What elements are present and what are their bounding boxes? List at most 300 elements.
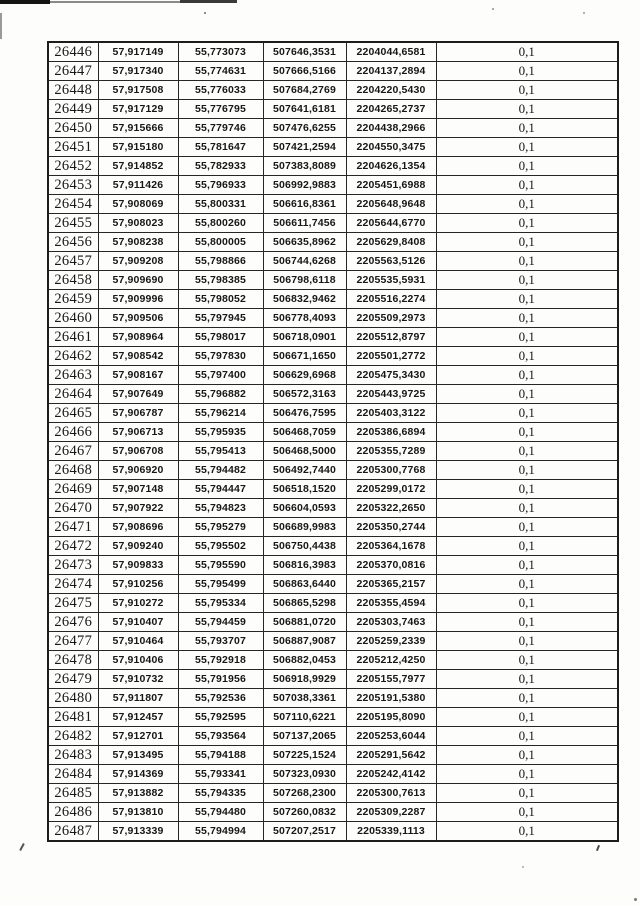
cell-northing: 2205364,1678 xyxy=(346,537,436,556)
cell-northing: 2205355,4594 xyxy=(346,594,436,613)
table-row xyxy=(48,309,618,328)
scan-speck xyxy=(583,12,585,14)
scan-speck xyxy=(522,866,524,868)
cell-easting: 506671,1650 xyxy=(263,347,346,366)
cell-latitude: 57,913882 xyxy=(98,784,178,803)
cell-point-id: 26484 xyxy=(48,765,98,784)
scan-edge-artifact xyxy=(50,1,180,3)
cell-accuracy: 0,1 xyxy=(436,423,618,442)
table-row xyxy=(48,366,618,385)
cell-point-id: 26478 xyxy=(48,651,98,670)
scan-speck xyxy=(634,898,637,901)
table-row xyxy=(48,537,618,556)
cell-northing: 2205253,6044 xyxy=(346,727,436,746)
cell-accuracy: 0,1 xyxy=(436,176,618,195)
cell-northing: 2204044,6581 xyxy=(346,42,436,62)
cell-longitude: 55,776033 xyxy=(178,81,263,100)
cell-northing: 2205195,8090 xyxy=(346,708,436,727)
cell-accuracy: 0,1 xyxy=(436,556,618,575)
cell-latitude: 57,908238 xyxy=(98,233,178,252)
cell-northing: 2205443,9725 xyxy=(346,385,436,404)
cell-northing: 2205300,7768 xyxy=(346,461,436,480)
cell-point-id: 26460 xyxy=(48,309,98,328)
cell-easting: 506492,7440 xyxy=(263,461,346,480)
cell-easting: 507646,3531 xyxy=(263,42,346,62)
cell-northing: 2204220,5430 xyxy=(346,81,436,100)
cell-longitude: 55,782933 xyxy=(178,157,263,176)
cell-latitude: 57,909240 xyxy=(98,537,178,556)
cell-accuracy: 0,1 xyxy=(436,138,618,157)
cell-longitude: 55,792918 xyxy=(178,651,263,670)
cell-latitude: 57,910406 xyxy=(98,651,178,670)
cell-point-id: 26454 xyxy=(48,195,98,214)
cell-point-id: 26468 xyxy=(48,461,98,480)
cell-easting: 507207,2517 xyxy=(263,822,346,842)
cell-northing: 2205309,2287 xyxy=(346,803,436,822)
cell-northing: 2205299,0172 xyxy=(346,480,436,499)
cell-point-id: 26466 xyxy=(48,423,98,442)
cell-easting: 507323,0930 xyxy=(263,765,346,784)
cell-accuracy: 0,1 xyxy=(436,271,618,290)
table-row xyxy=(48,822,618,842)
cell-accuracy: 0,1 xyxy=(436,404,618,423)
cell-accuracy: 0,1 xyxy=(436,195,618,214)
cell-northing: 2205155,7977 xyxy=(346,670,436,689)
cell-easting: 506635,8962 xyxy=(263,233,346,252)
table-row xyxy=(48,575,618,594)
table-row xyxy=(48,271,618,290)
table-row xyxy=(48,328,618,347)
cell-easting: 507038,3361 xyxy=(263,689,346,708)
cell-accuracy: 0,1 xyxy=(436,347,618,366)
cell-point-id: 26459 xyxy=(48,290,98,309)
cell-longitude: 55,798866 xyxy=(178,252,263,271)
cell-latitude: 57,917508 xyxy=(98,81,178,100)
cell-longitude: 55,798052 xyxy=(178,290,263,309)
table-row xyxy=(48,385,618,404)
cell-accuracy: 0,1 xyxy=(436,42,618,62)
table-row xyxy=(48,404,618,423)
cell-point-id: 26456 xyxy=(48,233,98,252)
cell-easting: 506778,4093 xyxy=(263,309,346,328)
cell-northing: 2205350,2744 xyxy=(346,518,436,537)
cell-easting: 506918,9929 xyxy=(263,670,346,689)
table-row xyxy=(48,708,618,727)
cell-accuracy: 0,1 xyxy=(436,727,618,746)
cell-accuracy: 0,1 xyxy=(436,613,618,632)
table-row xyxy=(48,42,618,62)
cell-longitude: 55,797400 xyxy=(178,366,263,385)
cell-latitude: 57,906920 xyxy=(98,461,178,480)
cell-easting: 507110,6221 xyxy=(263,708,346,727)
cell-latitude: 57,911807 xyxy=(98,689,178,708)
cell-easting: 506744,6268 xyxy=(263,252,346,271)
cell-easting: 506518,1520 xyxy=(263,480,346,499)
cell-point-id: 26487 xyxy=(48,822,98,842)
cell-accuracy: 0,1 xyxy=(436,252,618,271)
cell-point-id: 26448 xyxy=(48,81,98,100)
table-row xyxy=(48,499,618,518)
scan-edge-artifact xyxy=(180,0,237,3)
cell-easting: 506881,0720 xyxy=(263,613,346,632)
cell-easting: 507684,2769 xyxy=(263,81,346,100)
cell-latitude: 57,909996 xyxy=(98,290,178,309)
cell-accuracy: 0,1 xyxy=(436,62,618,81)
cell-easting: 506832,9462 xyxy=(263,290,346,309)
cell-accuracy: 0,1 xyxy=(436,689,618,708)
cell-longitude: 55,792595 xyxy=(178,708,263,727)
cell-latitude: 57,914369 xyxy=(98,765,178,784)
cell-longitude: 55,797945 xyxy=(178,309,263,328)
scan-edge-artifact xyxy=(0,0,50,4)
cell-latitude: 57,911426 xyxy=(98,176,178,195)
cell-latitude: 57,917129 xyxy=(98,100,178,119)
cell-northing: 2205303,7463 xyxy=(346,613,436,632)
cell-easting: 506616,8361 xyxy=(263,195,346,214)
cell-point-id: 26446 xyxy=(48,42,98,62)
cell-northing: 2205648,9648 xyxy=(346,195,436,214)
cell-northing: 2205322,2650 xyxy=(346,499,436,518)
table-row xyxy=(48,556,618,575)
table-row xyxy=(48,233,618,252)
cell-northing: 2205370,0816 xyxy=(346,556,436,575)
cell-latitude: 57,910407 xyxy=(98,613,178,632)
cell-latitude: 57,910464 xyxy=(98,632,178,651)
cell-longitude: 55,792536 xyxy=(178,689,263,708)
cell-point-id: 26451 xyxy=(48,138,98,157)
table-row xyxy=(48,651,618,670)
cell-point-id: 26455 xyxy=(48,214,98,233)
cell-latitude: 57,907148 xyxy=(98,480,178,499)
cell-northing: 2205339,1113 xyxy=(346,822,436,842)
cell-northing: 2205403,3122 xyxy=(346,404,436,423)
cell-easting: 506816,3983 xyxy=(263,556,346,575)
table-row xyxy=(48,195,618,214)
cell-northing: 2205191,5380 xyxy=(346,689,436,708)
cell-northing: 2205535,5931 xyxy=(346,271,436,290)
cell-latitude: 57,908542 xyxy=(98,347,178,366)
cell-northing: 2204438,2966 xyxy=(346,119,436,138)
cell-accuracy: 0,1 xyxy=(436,480,618,499)
cell-longitude: 55,794823 xyxy=(178,499,263,518)
cell-northing: 2205259,2339 xyxy=(346,632,436,651)
scan-edge-artifact xyxy=(0,13,2,39)
cell-latitude: 57,915666 xyxy=(98,119,178,138)
cell-point-id: 26485 xyxy=(48,784,98,803)
cell-accuracy: 0,1 xyxy=(436,442,618,461)
cell-longitude: 55,795502 xyxy=(178,537,263,556)
cell-easting: 507260,0832 xyxy=(263,803,346,822)
cell-latitude: 57,906713 xyxy=(98,423,178,442)
table-row xyxy=(48,100,618,119)
cell-point-id: 26462 xyxy=(48,347,98,366)
cell-longitude: 55,794459 xyxy=(178,613,263,632)
table-row xyxy=(48,214,618,233)
cell-longitude: 55,795590 xyxy=(178,556,263,575)
table-row xyxy=(48,62,618,81)
scan-speck xyxy=(492,8,494,10)
cell-easting: 506718,0901 xyxy=(263,328,346,347)
cell-northing: 2205365,2157 xyxy=(346,575,436,594)
cell-northing: 2205563,5126 xyxy=(346,252,436,271)
cell-easting: 507421,2594 xyxy=(263,138,346,157)
cell-longitude: 55,798385 xyxy=(178,271,263,290)
cell-longitude: 55,793707 xyxy=(178,632,263,651)
cell-latitude: 57,915180 xyxy=(98,138,178,157)
cell-northing: 2205501,2772 xyxy=(346,347,436,366)
cell-latitude: 57,908167 xyxy=(98,366,178,385)
cell-accuracy: 0,1 xyxy=(436,100,618,119)
cell-latitude: 57,908069 xyxy=(98,195,178,214)
cell-longitude: 55,800260 xyxy=(178,214,263,233)
cell-accuracy: 0,1 xyxy=(436,499,618,518)
cell-longitude: 55,781647 xyxy=(178,138,263,157)
cell-easting: 506750,4438 xyxy=(263,537,346,556)
cell-longitude: 55,794188 xyxy=(178,746,263,765)
cell-point-id: 26483 xyxy=(48,746,98,765)
cell-easting: 506468,5000 xyxy=(263,442,346,461)
cell-accuracy: 0,1 xyxy=(436,385,618,404)
cell-longitude: 55,800005 xyxy=(178,233,263,252)
cell-latitude: 57,908023 xyxy=(98,214,178,233)
cell-longitude: 55,795499 xyxy=(178,575,263,594)
cell-northing: 2205512,8797 xyxy=(346,328,436,347)
table-row xyxy=(48,803,618,822)
cell-northing: 2205451,6988 xyxy=(346,176,436,195)
cell-longitude: 55,794335 xyxy=(178,784,263,803)
cell-northing: 2205644,6770 xyxy=(346,214,436,233)
cell-accuracy: 0,1 xyxy=(436,575,618,594)
cell-accuracy: 0,1 xyxy=(436,328,618,347)
cell-easting: 506604,0593 xyxy=(263,499,346,518)
cell-latitude: 57,913495 xyxy=(98,746,178,765)
cell-point-id: 26449 xyxy=(48,100,98,119)
table-row xyxy=(48,461,618,480)
table-row xyxy=(48,176,618,195)
cell-northing: 2205300,7613 xyxy=(346,784,436,803)
table-row xyxy=(48,290,618,309)
cell-point-id: 26475 xyxy=(48,594,98,613)
cell-latitude: 57,910272 xyxy=(98,594,178,613)
cell-latitude: 57,912701 xyxy=(98,727,178,746)
cell-easting: 506882,0453 xyxy=(263,651,346,670)
cell-northing: 2205509,2973 xyxy=(346,309,436,328)
cell-accuracy: 0,1 xyxy=(436,119,618,138)
cell-northing: 2205355,7289 xyxy=(346,442,436,461)
cell-latitude: 57,907922 xyxy=(98,499,178,518)
coordinate-table xyxy=(47,41,619,842)
cell-point-id: 26465 xyxy=(48,404,98,423)
cell-accuracy: 0,1 xyxy=(436,670,618,689)
table-row xyxy=(48,689,618,708)
cell-longitude: 55,795413 xyxy=(178,442,263,461)
cell-latitude: 57,917340 xyxy=(98,62,178,81)
table-row xyxy=(48,81,618,100)
scan-speck xyxy=(204,12,206,14)
table-row xyxy=(48,727,618,746)
cell-latitude: 57,906708 xyxy=(98,442,178,461)
cell-point-id: 26452 xyxy=(48,157,98,176)
table-row xyxy=(48,765,618,784)
cell-accuracy: 0,1 xyxy=(436,214,618,233)
cell-easting: 506476,7595 xyxy=(263,404,346,423)
cell-northing: 2205242,4142 xyxy=(346,765,436,784)
cell-easting: 507225,1524 xyxy=(263,746,346,765)
table-row xyxy=(48,157,618,176)
cell-longitude: 55,798017 xyxy=(178,328,263,347)
cell-point-id: 26470 xyxy=(48,499,98,518)
cell-point-id: 26463 xyxy=(48,366,98,385)
cell-longitude: 55,776795 xyxy=(178,100,263,119)
cell-point-id: 26461 xyxy=(48,328,98,347)
cell-longitude: 55,794447 xyxy=(178,480,263,499)
cell-latitude: 57,909208 xyxy=(98,252,178,271)
cell-point-id: 26476 xyxy=(48,613,98,632)
table-row xyxy=(48,480,618,499)
cell-latitude: 57,906787 xyxy=(98,404,178,423)
cell-latitude: 57,913810 xyxy=(98,803,178,822)
cell-latitude: 57,914852 xyxy=(98,157,178,176)
table-row xyxy=(48,119,618,138)
cell-longitude: 55,795279 xyxy=(178,518,263,537)
cell-easting: 506887,9087 xyxy=(263,632,346,651)
cell-easting: 506689,9983 xyxy=(263,518,346,537)
cell-point-id: 26458 xyxy=(48,271,98,290)
cell-easting: 506992,9883 xyxy=(263,176,346,195)
cell-point-id: 26464 xyxy=(48,385,98,404)
cell-easting: 506611,7456 xyxy=(263,214,346,233)
cell-point-id: 26450 xyxy=(48,119,98,138)
cell-point-id: 26473 xyxy=(48,556,98,575)
cell-accuracy: 0,1 xyxy=(436,537,618,556)
cell-easting: 506468,7059 xyxy=(263,423,346,442)
cell-easting: 506865,5298 xyxy=(263,594,346,613)
cell-point-id: 26480 xyxy=(48,689,98,708)
cell-accuracy: 0,1 xyxy=(436,233,618,252)
cell-easting: 506629,6968 xyxy=(263,366,346,385)
cell-accuracy: 0,1 xyxy=(436,157,618,176)
cell-accuracy: 0,1 xyxy=(436,518,618,537)
cell-longitude: 55,800331 xyxy=(178,195,263,214)
cell-latitude: 57,909506 xyxy=(98,309,178,328)
cell-accuracy: 0,1 xyxy=(436,784,618,803)
cell-accuracy: 0,1 xyxy=(436,765,618,784)
cell-accuracy: 0,1 xyxy=(436,651,618,670)
cell-northing: 2204626,1354 xyxy=(346,157,436,176)
cell-longitude: 55,774631 xyxy=(178,62,263,81)
cell-point-id: 26474 xyxy=(48,575,98,594)
scan-speck xyxy=(596,845,600,851)
cell-point-id: 26471 xyxy=(48,518,98,537)
cell-point-id: 26453 xyxy=(48,176,98,195)
cell-latitude: 57,910256 xyxy=(98,575,178,594)
cell-point-id: 26467 xyxy=(48,442,98,461)
cell-latitude: 57,908964 xyxy=(98,328,178,347)
cell-longitude: 55,797830 xyxy=(178,347,263,366)
cell-latitude: 57,912457 xyxy=(98,708,178,727)
cell-longitude: 55,779746 xyxy=(178,119,263,138)
cell-latitude: 57,909833 xyxy=(98,556,178,575)
cell-accuracy: 0,1 xyxy=(436,461,618,480)
cell-easting: 507666,5166 xyxy=(263,62,346,81)
cell-easting: 506863,6440 xyxy=(263,575,346,594)
cell-longitude: 55,793564 xyxy=(178,727,263,746)
cell-longitude: 55,794482 xyxy=(178,461,263,480)
cell-longitude: 55,795935 xyxy=(178,423,263,442)
cell-point-id: 26477 xyxy=(48,632,98,651)
cell-easting: 507137,2065 xyxy=(263,727,346,746)
cell-longitude: 55,773073 xyxy=(178,42,263,62)
table-row xyxy=(48,613,618,632)
cell-point-id: 26472 xyxy=(48,537,98,556)
cell-easting: 507641,6181 xyxy=(263,100,346,119)
cell-point-id: 26469 xyxy=(48,480,98,499)
table-row xyxy=(48,746,618,765)
cell-northing: 2204137,2894 xyxy=(346,62,436,81)
cell-latitude: 57,908696 xyxy=(98,518,178,537)
table-row xyxy=(48,670,618,689)
table-row xyxy=(48,138,618,157)
table-row xyxy=(48,784,618,803)
cell-northing: 2204550,3475 xyxy=(346,138,436,157)
cell-longitude: 55,796882 xyxy=(178,385,263,404)
cell-longitude: 55,794994 xyxy=(178,822,263,842)
table-row xyxy=(48,347,618,366)
cell-point-id: 26479 xyxy=(48,670,98,689)
cell-accuracy: 0,1 xyxy=(436,594,618,613)
cell-northing: 2205386,6894 xyxy=(346,423,436,442)
cell-northing: 2205212,4250 xyxy=(346,651,436,670)
cell-northing: 2205291,5642 xyxy=(346,746,436,765)
cell-easting: 506798,6118 xyxy=(263,271,346,290)
cell-accuracy: 0,1 xyxy=(436,746,618,765)
cell-northing: 2205475,3430 xyxy=(346,366,436,385)
cell-longitude: 55,796933 xyxy=(178,176,263,195)
cell-point-id: 26457 xyxy=(48,252,98,271)
cell-northing: 2205516,2274 xyxy=(346,290,436,309)
cell-point-id: 26486 xyxy=(48,803,98,822)
table-row xyxy=(48,442,618,461)
table-row xyxy=(48,252,618,271)
cell-accuracy: 0,1 xyxy=(436,366,618,385)
cell-easting: 507268,2300 xyxy=(263,784,346,803)
cell-latitude: 57,910732 xyxy=(98,670,178,689)
table-row xyxy=(48,518,618,537)
scan-speck xyxy=(19,843,25,851)
cell-accuracy: 0,1 xyxy=(436,81,618,100)
cell-latitude: 57,907649 xyxy=(98,385,178,404)
cell-northing: 2204265,2737 xyxy=(346,100,436,119)
cell-latitude: 57,913339 xyxy=(98,822,178,842)
cell-point-id: 26482 xyxy=(48,727,98,746)
table-row xyxy=(48,632,618,651)
table-row xyxy=(48,423,618,442)
cell-accuracy: 0,1 xyxy=(436,309,618,328)
cell-latitude: 57,909690 xyxy=(98,271,178,290)
cell-longitude: 55,795334 xyxy=(178,594,263,613)
table-row xyxy=(48,594,618,613)
cell-longitude: 55,793341 xyxy=(178,765,263,784)
cell-accuracy: 0,1 xyxy=(436,290,618,309)
cell-easting: 507383,8089 xyxy=(263,157,346,176)
cell-longitude: 55,796214 xyxy=(178,404,263,423)
cell-easting: 507476,6255 xyxy=(263,119,346,138)
cell-accuracy: 0,1 xyxy=(436,708,618,727)
cell-point-id: 26447 xyxy=(48,62,98,81)
cell-accuracy: 0,1 xyxy=(436,632,618,651)
cell-longitude: 55,791956 xyxy=(178,670,263,689)
cell-accuracy: 0,1 xyxy=(436,803,618,822)
